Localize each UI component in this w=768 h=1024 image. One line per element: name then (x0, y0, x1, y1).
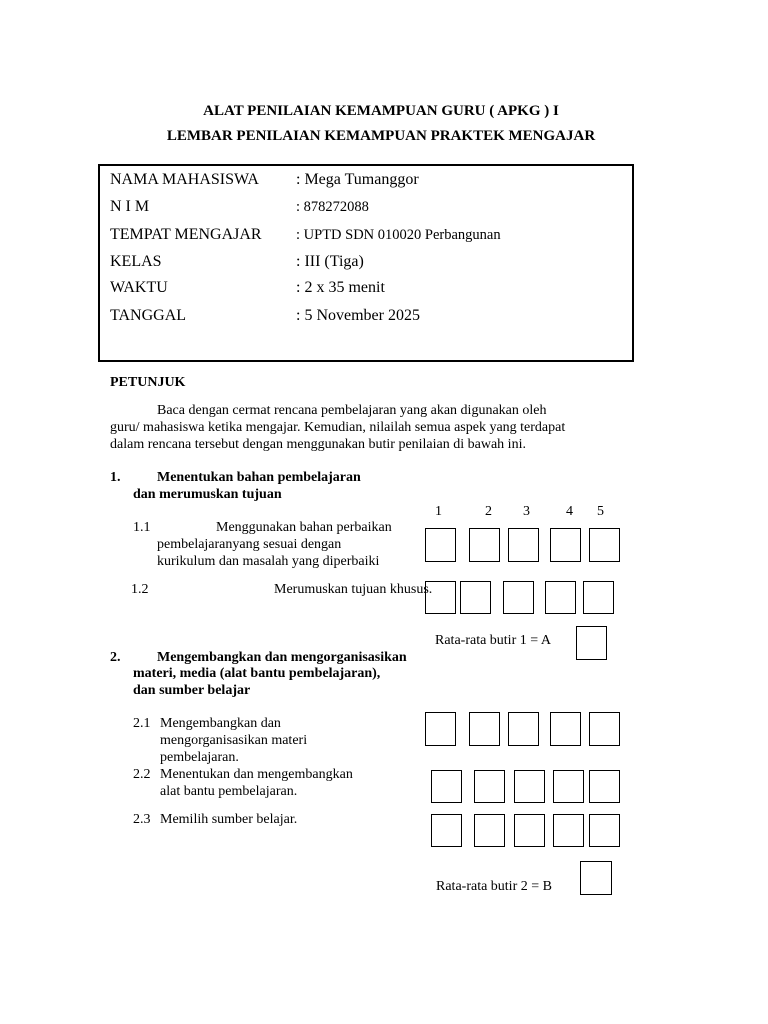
item-2-1-number: 2.1 (133, 716, 151, 731)
info-value-place: : UPTD SDN 010020 Perbangunan (296, 227, 501, 243)
student-info-box (98, 164, 634, 362)
score-box-2-1-3[interactable] (508, 712, 539, 746)
section-1-title-line-1: Menentukan bahan pembelajaran (157, 470, 361, 485)
score-box-1-1-5[interactable] (589, 528, 620, 562)
instructions-heading: PETUNJUK (110, 375, 186, 390)
scale-label-1: 1 (435, 504, 442, 519)
item-2-3-number: 2.3 (133, 812, 151, 827)
info-label-nim: N I M (110, 198, 150, 215)
average-1-label: Rata-rata butir 1 = A (435, 633, 551, 648)
score-box-1-2-3[interactable] (503, 581, 534, 614)
scale-label-4: 4 (566, 504, 573, 519)
instructions-line-1: Baca dengan cermat rencana pembelajaran yang akan digunakan oleh (157, 403, 547, 418)
info-label-class: KELAS (110, 253, 162, 270)
item-2-1-line-1: Mengembangkan dan (160, 716, 281, 731)
item-1-1-number: 1.1 (133, 520, 151, 535)
score-box-2-3-4[interactable] (553, 814, 584, 847)
score-box-2-1-1[interactable] (425, 712, 456, 746)
section-1-number: 1. (110, 470, 121, 485)
info-value-class: : III (Tiga) (296, 253, 364, 270)
item-2-1-line-3: pembelajaran. (160, 750, 239, 765)
info-label-date: TANGGAL (110, 307, 187, 324)
info-value-time: : 2 x 35 menit (296, 279, 385, 296)
score-box-2-1-2[interactable] (469, 712, 500, 746)
section-2-title-line-2: materi, media (alat bantu pembelajaran), (133, 666, 381, 681)
scale-label-2: 2 (485, 504, 492, 519)
average-2-label: Rata-rata butir 2 = B (436, 879, 552, 894)
average-2-box[interactable] (580, 861, 612, 895)
item-2-3-text: Memilih sumber belajar. (160, 812, 298, 827)
score-box-2-2-1[interactable] (431, 770, 462, 803)
info-label-time: WAKTU (110, 279, 168, 296)
score-box-1-1-1[interactable] (425, 528, 456, 562)
section-1-title-line-2: dan merumuskan tujuan (133, 487, 282, 502)
score-box-2-2-3[interactable] (514, 770, 545, 803)
info-value-date: : 5 November 2025 (296, 307, 420, 324)
score-box-1-1-2[interactable] (469, 528, 500, 562)
item-2-2-line-1: Menentukan dan mengembangkan (160, 767, 353, 782)
item-2-2-number: 2.2 (133, 767, 151, 782)
item-2-1-line-2: mengorganisasikan materi (160, 733, 308, 748)
item-1-2-text: Merumuskan tujuan khusus. (274, 582, 433, 597)
instructions-line-2: guru/ mahasiswa ketika mengajar. Kemudian, nilailah semua aspek yang terdapat (110, 420, 566, 435)
instructions-line-3: dalam rencana tersebut dengan menggunakan butir penilaian di bawah ini. (110, 437, 526, 452)
score-box-1-2-2[interactable] (460, 581, 491, 614)
item-1-1-line-3: kurikulum dan masalah yang diperbaiki (157, 554, 380, 569)
score-box-2-1-4[interactable] (550, 712, 581, 746)
item-1-1-line-1: Menggunakan bahan perbaikan (216, 520, 392, 535)
score-box-1-2-4[interactable] (545, 581, 576, 614)
score-box-2-1-5[interactable] (589, 712, 620, 746)
item-1-1-line-2: pembelajaranyang sesuai dengan (157, 537, 342, 552)
info-value-nim: : 878272088 (296, 199, 369, 215)
score-box-2-2-4[interactable] (553, 770, 584, 803)
info-value-name: : Mega Tumanggor (296, 171, 419, 188)
section-2-number: 2. (110, 650, 121, 665)
score-box-2-3-1[interactable] (431, 814, 462, 847)
scale-label-5: 5 (597, 504, 604, 519)
scale-label-3: 3 (523, 504, 530, 519)
item-2-2-line-2: alat bantu pembelajaran. (160, 784, 298, 799)
info-label-name: NAMA MAHASISWA (110, 171, 259, 188)
average-1-box[interactable] (576, 626, 607, 660)
info-label-place: TEMPAT MENGAJAR (110, 226, 262, 243)
score-box-1-2-5[interactable] (583, 581, 614, 614)
document-subtitle: LEMBAR PENILAIAN KEMAMPUAN PRAKTEK MENGAJAR (166, 128, 596, 144)
item-1-2-number: 1.2 (131, 582, 149, 597)
section-2-title-line-1: Mengembangkan dan mengorganisasikan (157, 650, 407, 665)
score-box-2-3-2[interactable] (474, 814, 505, 847)
score-box-1-1-3[interactable] (508, 528, 539, 562)
score-box-2-3-3[interactable] (514, 814, 545, 847)
score-box-2-3-5[interactable] (589, 814, 620, 847)
score-box-1-1-4[interactable] (550, 528, 581, 562)
document-title: ALAT PENILAIAN KEMAMPUAN GURU ( APKG ) I (203, 103, 559, 119)
score-box-2-2-5[interactable] (589, 770, 620, 803)
score-box-2-2-2[interactable] (474, 770, 505, 803)
section-2-title-line-3: dan sumber belajar (133, 683, 251, 698)
